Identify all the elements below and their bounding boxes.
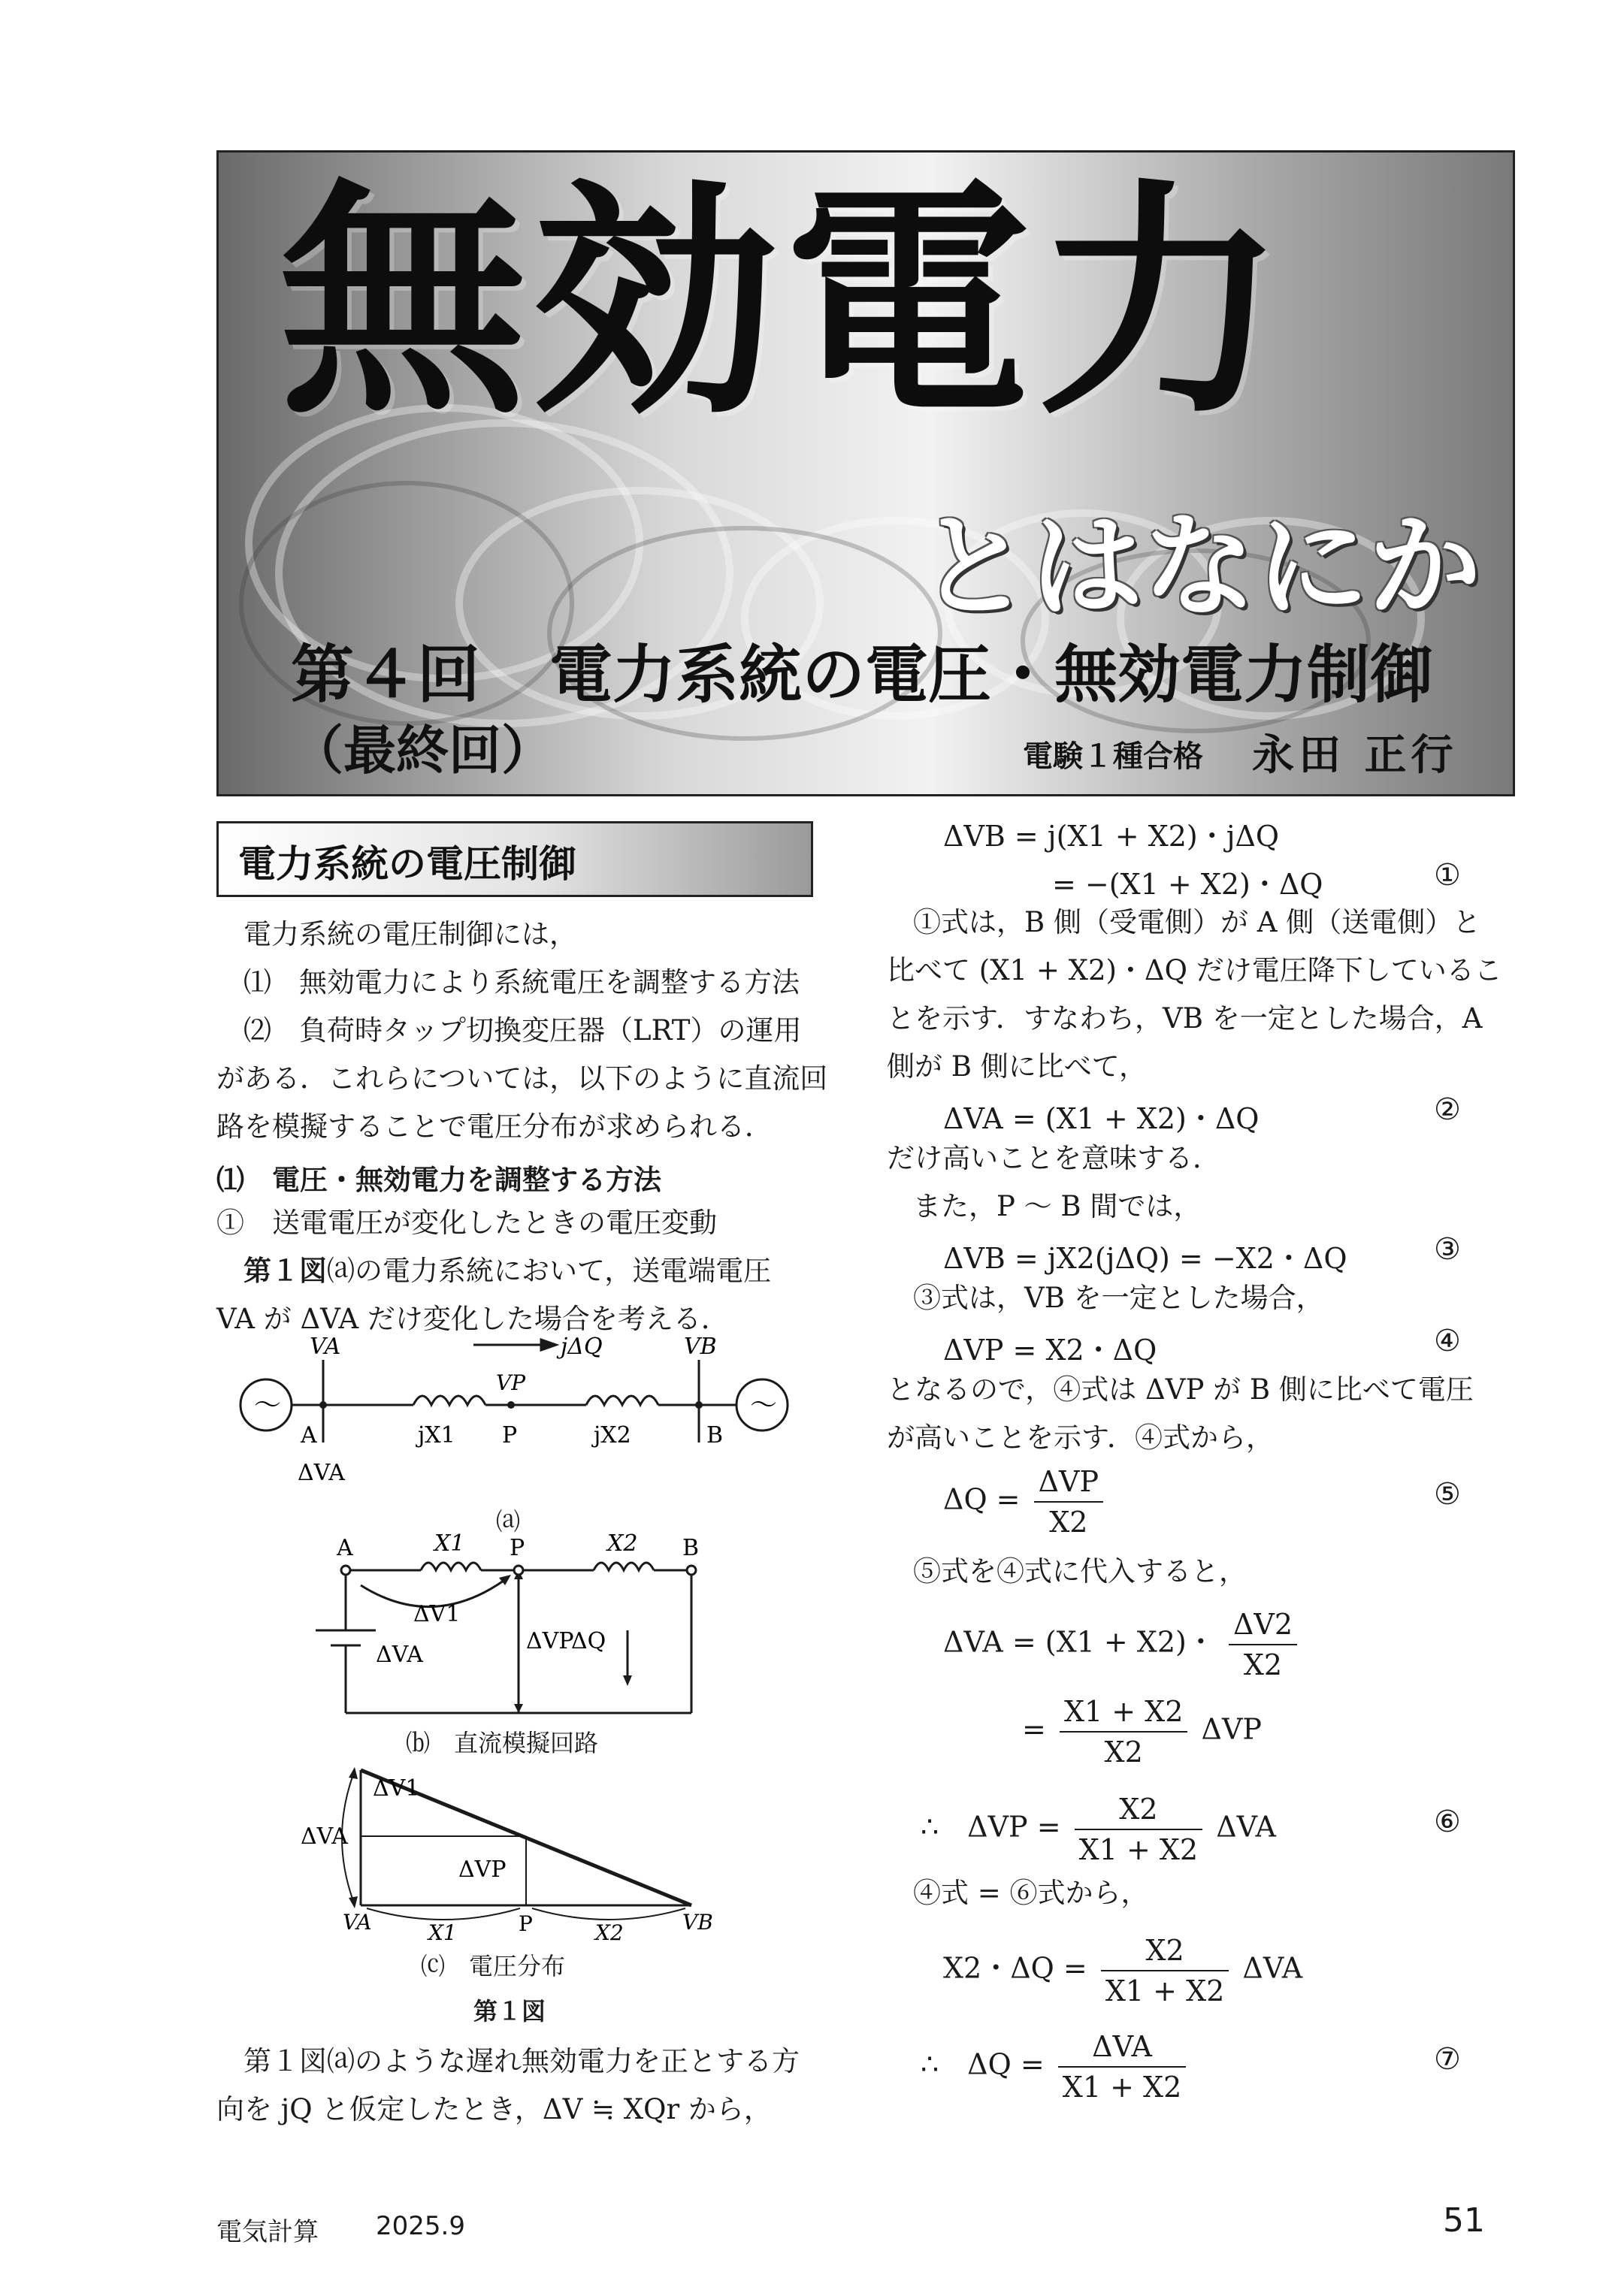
banner-title-sub: とはなにか	[918, 502, 1482, 633]
fraction-numerator: X2	[1101, 1934, 1229, 1971]
equation-3: ΔVB = jX2(jΔQ) = −X2・ΔQ	[943, 1242, 1347, 1275]
footer-magazine-name: 電気計算	[216, 2217, 319, 2247]
fraction-numerator: ΔV2	[1229, 1608, 1297, 1645]
fraction-numerator: ΔVA	[1058, 2030, 1186, 2068]
equation-1b: = −(X1 + X2)・ΔQ	[1052, 868, 1323, 901]
label-node-a: A	[301, 1422, 317, 1449]
series-title: 電力系統の電圧・無効電力制御	[549, 638, 1434, 711]
label-dvp: ΔVP	[458, 1856, 507, 1883]
equation-lhs: ∴ ΔVP =	[921, 1810, 1061, 1844]
body-paragraph: ③式は，VB を一定とした場合，	[913, 1282, 1324, 1314]
fraction	[1229, 1608, 1297, 1681]
footer-issue: 2025.9	[376, 2211, 465, 2241]
body-paragraph: となるので，④式は ΔVP が B 側に比べて電圧	[887, 1373, 1474, 1406]
title-banner	[216, 150, 1515, 796]
label-dva: ΔVA	[376, 1642, 423, 1668]
label-va: VA	[343, 1910, 372, 1935]
label-x2: X2	[595, 1920, 624, 1945]
body-paragraph: 電力系統の電圧制御には，	[243, 918, 577, 950]
equation-substitution-1	[943, 1608, 1302, 1681]
body-list-item: ⑴ 無効電力により系統電圧を調整する方法	[243, 966, 800, 998]
figure-1c-voltage-distribution	[301, 1751, 736, 1953]
figure-1a-circuit	[225, 1322, 797, 1503]
label-dq: ΔQ	[571, 1628, 606, 1654]
fraction-denominator: X2	[1049, 1506, 1088, 1539]
equals-sign: =	[1022, 1712, 1046, 1746]
equation-6	[921, 1793, 1276, 1866]
fraction-numerator: X2	[1075, 1793, 1202, 1830]
body-paragraph: とを示す．すなわち，VB を一定とした場合，A	[887, 1002, 1483, 1035]
label-dvp: ΔVP	[526, 1628, 574, 1654]
label-jx2: jX2	[594, 1422, 631, 1449]
body-paragraph: また，P ～ B 間では，	[913, 1190, 1202, 1222]
equation-number: ①	[1434, 858, 1461, 893]
figure-ref: 第１図	[243, 1255, 327, 1287]
equation-substitution-2	[1022, 1695, 1262, 1769]
label-dv1: ΔV1	[413, 1601, 461, 1627]
equation-4: ΔVP = X2・ΔQ	[943, 1334, 1157, 1367]
fraction	[1034, 1465, 1103, 1539]
fraction-denominator: X1 + X2	[1078, 1833, 1199, 1866]
label-dva: ΔVA	[301, 1823, 348, 1850]
equation-lhs: ∴ ΔQ =	[921, 2047, 1045, 2081]
label-dva: ΔVA	[298, 1460, 345, 1486]
label-jx1: jX1	[418, 1422, 455, 1449]
equation-number: ⑤	[1434, 1477, 1461, 1512]
fraction-denominator: X1 + X2	[1105, 1974, 1225, 2007]
fraction	[1058, 2030, 1186, 2104]
author-name: 永田 正行	[1252, 730, 1458, 780]
body-paragraph: 比べて (X1 + X2)・ΔQ だけ電圧降下しているこ	[887, 954, 1502, 986]
author-credential: 電験１種合格	[1023, 739, 1203, 774]
final-installment-note: （最終回）	[291, 720, 554, 781]
ac-source-icon-left: ～	[254, 1390, 282, 1421]
body-paragraph: がある．これらについては，以下のように直流回	[216, 1062, 828, 1095]
equation-number: ⑦	[1434, 2042, 1461, 2077]
body-paragraph: VA が ΔVA だけ変化した場合を考える．	[216, 1303, 729, 1335]
body-paragraph: が高いことを示す．④式から，	[887, 1421, 1275, 1454]
installment-label: 第４回	[291, 638, 481, 711]
equation-7	[921, 2030, 1190, 2104]
label-node-p: P	[502, 1422, 518, 1449]
fraction-numerator: X1 + X2	[1060, 1695, 1187, 1733]
figure-1b-dc-circuit	[301, 1525, 721, 1743]
body-text: ⒜の電力系統において，送電端電圧	[327, 1255, 772, 1287]
equation-1a: ΔVB = j(X1 + X2)・jΔQ	[943, 820, 1280, 853]
body-paragraph: ①式は，B 側（受電側）が A 側（送電側）と	[913, 906, 1481, 938]
subsubsection-heading: ① 送電電圧が変化したときの電圧変動	[216, 1207, 717, 1239]
figure-1a-caption: ⒜	[496, 1507, 521, 1536]
page-number: 51	[1443, 2201, 1485, 2240]
figure-title: 第１図	[473, 1997, 546, 2026]
ac-source-icon-right: ～	[750, 1390, 778, 1421]
figure-1b-caption: ⒝ 直流模擬回路	[406, 1729, 599, 1757]
equation-tail: ΔVA	[1216, 1810, 1276, 1844]
equation-number: ⑥	[1434, 1805, 1461, 1839]
label-node-a: A	[337, 1535, 353, 1561]
fraction-denominator: X2	[1243, 1648, 1283, 1681]
label-node-b: B	[706, 1422, 724, 1449]
equation-lhs: X2・ΔQ =	[943, 1951, 1087, 1985]
fraction	[1075, 1793, 1202, 1866]
label-x1: X1	[428, 1920, 457, 1945]
section-title: 電力系統の電圧制御	[238, 842, 576, 886]
equation-number: ②	[1434, 1092, 1461, 1127]
label-node-b: B	[682, 1535, 700, 1561]
body-paragraph: だけ高いことを意味する．	[887, 1142, 1220, 1174]
fraction-denominator: X1 + X2	[1062, 2071, 1182, 2104]
section-header	[216, 821, 813, 897]
label-vb: VB	[682, 1910, 713, 1935]
label-node-p: P	[519, 1911, 533, 1936]
fraction-numerator: ΔVP	[1034, 1465, 1103, 1503]
equation-number: ④	[1434, 1324, 1461, 1358]
fraction	[1060, 1695, 1187, 1769]
equation-substitution-3	[943, 1934, 1302, 2007]
equation-tail: ΔVA	[1242, 1951, 1303, 1985]
body-list-item: ⑵ 負荷時タップ切換変圧器（LRT）の運用	[243, 1014, 802, 1047]
body-paragraph: 第１図⒜のような遅れ無効電力を正とする方	[243, 2045, 800, 2077]
body-paragraph	[243, 1247, 771, 1295]
subsection-heading: ⑴ 電圧・無効電力を調整する方法	[216, 1164, 661, 1196]
label-dv1: ΔV1	[373, 1775, 420, 1802]
fraction	[1101, 1934, 1229, 2007]
banner-title-main: 無効電力	[279, 159, 1289, 448]
equation-tail: ΔVP	[1201, 1712, 1262, 1746]
label-jdq: jΔQ	[561, 1334, 603, 1360]
equation-2: ΔVA = (X1 + X2)・ΔQ	[943, 1102, 1260, 1135]
equation-lhs: ΔVA = (X1 + X2)・	[943, 1625, 1215, 1659]
label-vp: VP	[496, 1370, 526, 1395]
equation-5	[943, 1465, 1108, 1539]
label-vb: VB	[684, 1334, 717, 1360]
label-node-p: P	[510, 1535, 525, 1561]
body-paragraph: ④式 = ⑥式から，	[913, 1877, 1149, 1909]
label-va: VA	[310, 1334, 341, 1360]
equation-lhs: ΔQ =	[943, 1482, 1021, 1516]
equation-number: ③	[1434, 1232, 1461, 1267]
label-x1: X1	[434, 1530, 465, 1557]
figure-1c-caption: ⒞ 電圧分布	[421, 1952, 566, 1980]
body-paragraph: 側が B 側に比べて，	[887, 1050, 1147, 1083]
body-paragraph: ⑤式を④式に代入すると，	[913, 1555, 1247, 1588]
label-x2: X2	[607, 1530, 638, 1557]
fraction-denominator: X2	[1104, 1736, 1143, 1769]
body-paragraph: 路を模擬することで電圧分布が求められる．	[216, 1110, 773, 1143]
body-paragraph: 向を jQ と仮定したとき，ΔV ≒ XQr から，	[216, 2093, 772, 2125]
